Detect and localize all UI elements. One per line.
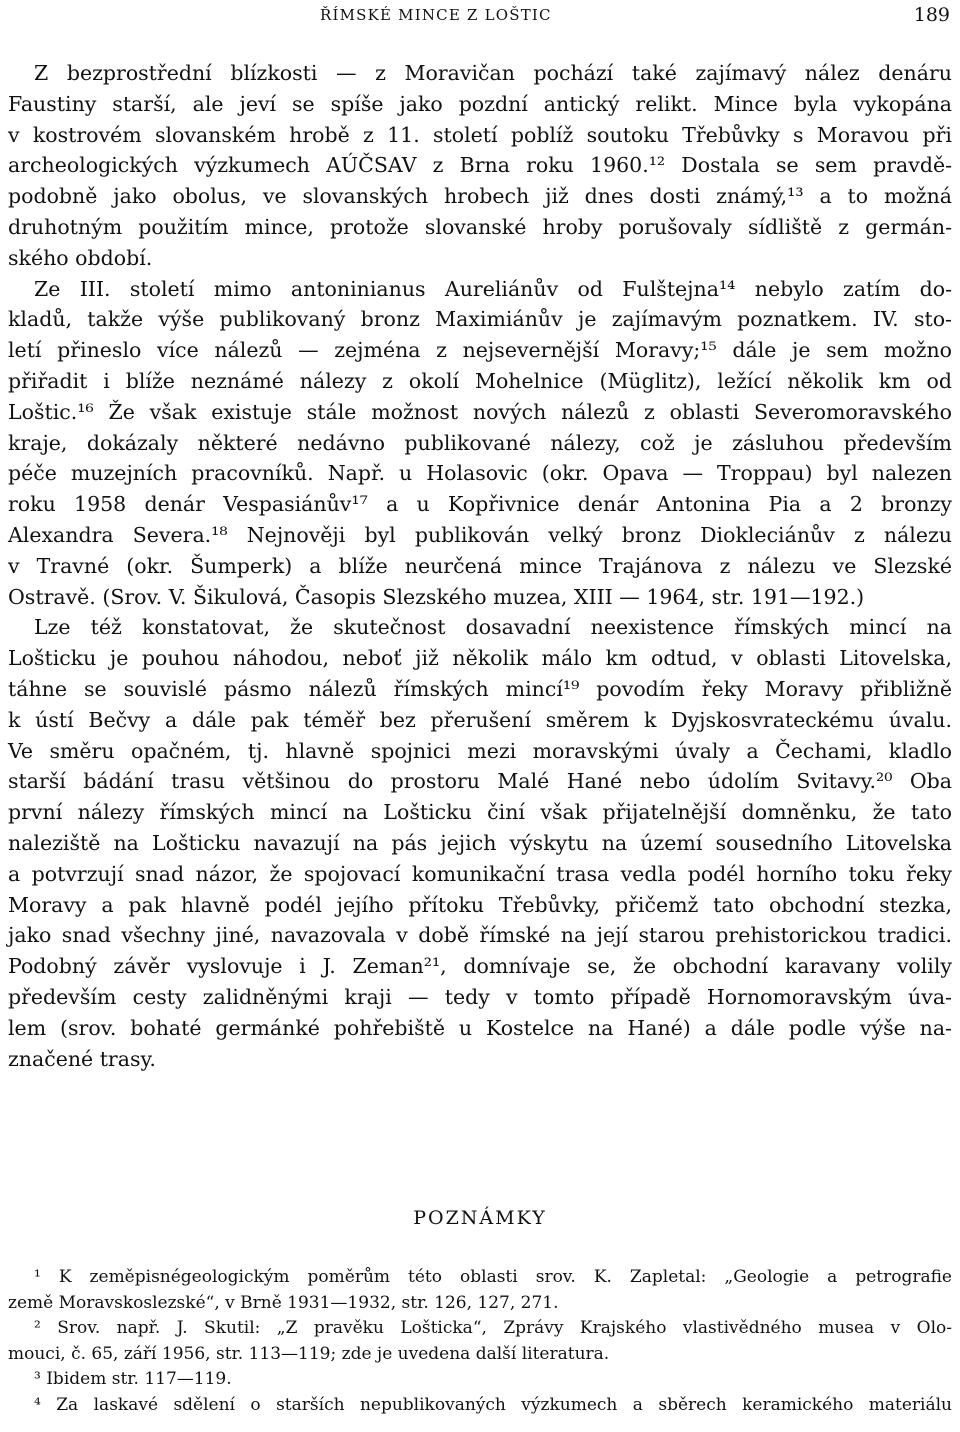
- text-line: starší bádání trasu většinou do prostoru Malé Hané nebo údolím Svitavy.²⁰ Oba: [8, 769, 952, 794]
- text-line: Alexandra Severa.¹⁸ Nejnověji byl publikován velký bronz Diokleciánův z nálezu: [8, 522, 952, 547]
- text-line: Ze III. století mimo antoninianus Aureliánův od Fulštejna¹⁴ nebylo zatím do-: [34, 276, 952, 301]
- footnote-line: mouci, č. 65, září 1956, str. 113—119; zde je uvedena další literatura.: [8, 1343, 610, 1364]
- text-line: v kostrovém slovanském hrobě z 11. století poblíž soutoku Třebůvky s Moravou při: [8, 122, 952, 147]
- text-line: jako snad všechny jiné, navazovala v době římské na její starou prehistorickou tradici.: [8, 923, 952, 948]
- text-line: přiřadit i blíže neznámé nálezy z okolí Mohelnice (Müglitz), ležící několik km od: [8, 368, 952, 393]
- text-line: Podobný závěr vyslovuje i J. Zeman²¹, domnívaje se, že obchodní karavany volily: [8, 954, 952, 979]
- text-line: Ve směru opačném, tj. hlavně spojnici mezi moravskými úvaly a Čechami, kladlo: [8, 738, 952, 763]
- text-line: Z bezprostřední blízkosti — z Moravičan pochází také zajímavý nález denáru: [34, 61, 952, 85]
- text-line: a potvrzují snad názor, že spojovací komunikační trasa vedla podél horního toku řeky: [8, 861, 952, 886]
- text-line: Moravy a pak hlavně podél jejího přítoku Třebůvky, přičemž tato obchodní stezka,: [8, 892, 952, 917]
- body-text: [8, 58, 952, 1074]
- page-number: 189: [913, 4, 950, 26]
- text-line: druhotným použitím mince, protože slovanské hroby porušovaly sídliště z germán-: [8, 214, 952, 239]
- text-line: první nálezy římských mincí na Lošticku činí však přijatelnější domněnku, že tato: [8, 800, 952, 825]
- footnote-line: ¹ K zeměpisnégeologickým poměrům této oblasti srov. K. Zapletal: „Geologie a petrografie: [34, 1267, 952, 1287]
- text-line: především cesty zalidněnými kraji — tedy v tomto případě Hornomoravským úva-: [8, 984, 952, 1009]
- footnotes: [8, 1265, 952, 1418]
- text-line: značené trasy.: [8, 1046, 156, 1071]
- text-line: kraje, dokázaly některé nedávno publikované nálezy, což je zásluhou především: [8, 430, 952, 455]
- text-line: ského období.: [8, 245, 153, 270]
- footnote-line: ² Srov. např. J. Skutil: „Z pravěku Lošticka“, Zprávy Krajského vlastivědného musea v Olo-: [34, 1318, 952, 1338]
- text-line: roku 1958 denár Vespasiánův¹⁷ a u Kopřivnice denár Antonina Pia a 2 bronzy: [8, 492, 952, 517]
- text-line: Ostravě. (Srov. V. Šikulová, Časopis Slezského muzea, XIII — 1964, str. 191—192.): [8, 584, 865, 609]
- text-line: archeologických výzkumech AÚČSAV z Brna roku 1960.¹² Dostala se sem pravdě-: [8, 153, 952, 178]
- text-line: podobně jako obolus, ve slovanských hrobech již dnes dosti známý,¹³ a to možná: [8, 184, 952, 209]
- text-line: táhne se souvislé pásmo nálezů římských mincí¹⁹ povodím řeky Moravy přibližně: [8, 676, 952, 701]
- text-line: naleziště na Lošticku navazují na pás jejich výskytu na území sousedního Litovelska: [8, 830, 952, 855]
- text-line: kladů, takže výše publikovaný bronz Maximiánův je zajímavým poznatkem. IV. sto-: [8, 307, 952, 332]
- text-line: Faustiny starší, ale jeví se spíše jako pozdní antický relikt. Mince byla vykopána: [8, 91, 952, 116]
- text-line: k ústí Bečvy a dále pak téměř bez přerušení směrem k Dyjskosvrateckému úvalu.: [8, 707, 952, 732]
- text-line: Lze též konstatovat, že skutečnost dosavadní neexistence římských mincí na: [34, 615, 952, 640]
- text-line: Loštic.¹⁶ Že však existuje stále možnost nových nálezů z oblasti Severomoravského: [8, 399, 952, 424]
- text-line: lem (srov. bohaté germánké pohřebiště u Kostelce na Hané) a dále podle výše na-: [8, 1015, 952, 1040]
- footnote-line: ⁴ Za laskavé sdělení o starších nepublikovaných výzkumech a sběrech keramického materiálu: [34, 1394, 952, 1415]
- text-line: v Travné (okr. Šumperk) a blíže neurčená mince Trajánova z nálezu ve Slezské: [8, 553, 952, 578]
- text-line: péče muzejních pracovníků. Např. u Holasovic (okr. Opava — Troppau) byl nalezen: [8, 461, 952, 486]
- page-header: [0, 4, 960, 30]
- footnote-line: ³ Ibidem str. 117—119.: [34, 1369, 232, 1389]
- footnote-line: země Moravskoslezské“, v Brně 1931—1932, str. 126, 127, 271.: [8, 1292, 559, 1313]
- text-line: letí přineslo více nálezů — zejména z nejsevernější Moravy;¹⁵ dále je sem možno: [8, 338, 952, 363]
- text-line: Lošticku je pouhou náhodou, neboť již několik málo km odtud, v oblasti Litovelska,: [8, 646, 952, 671]
- running-head: ŘÍMSKÉ MINCE Z LOŠTIC: [320, 6, 552, 24]
- notes-heading: POZNÁMKY: [413, 1207, 547, 1229]
